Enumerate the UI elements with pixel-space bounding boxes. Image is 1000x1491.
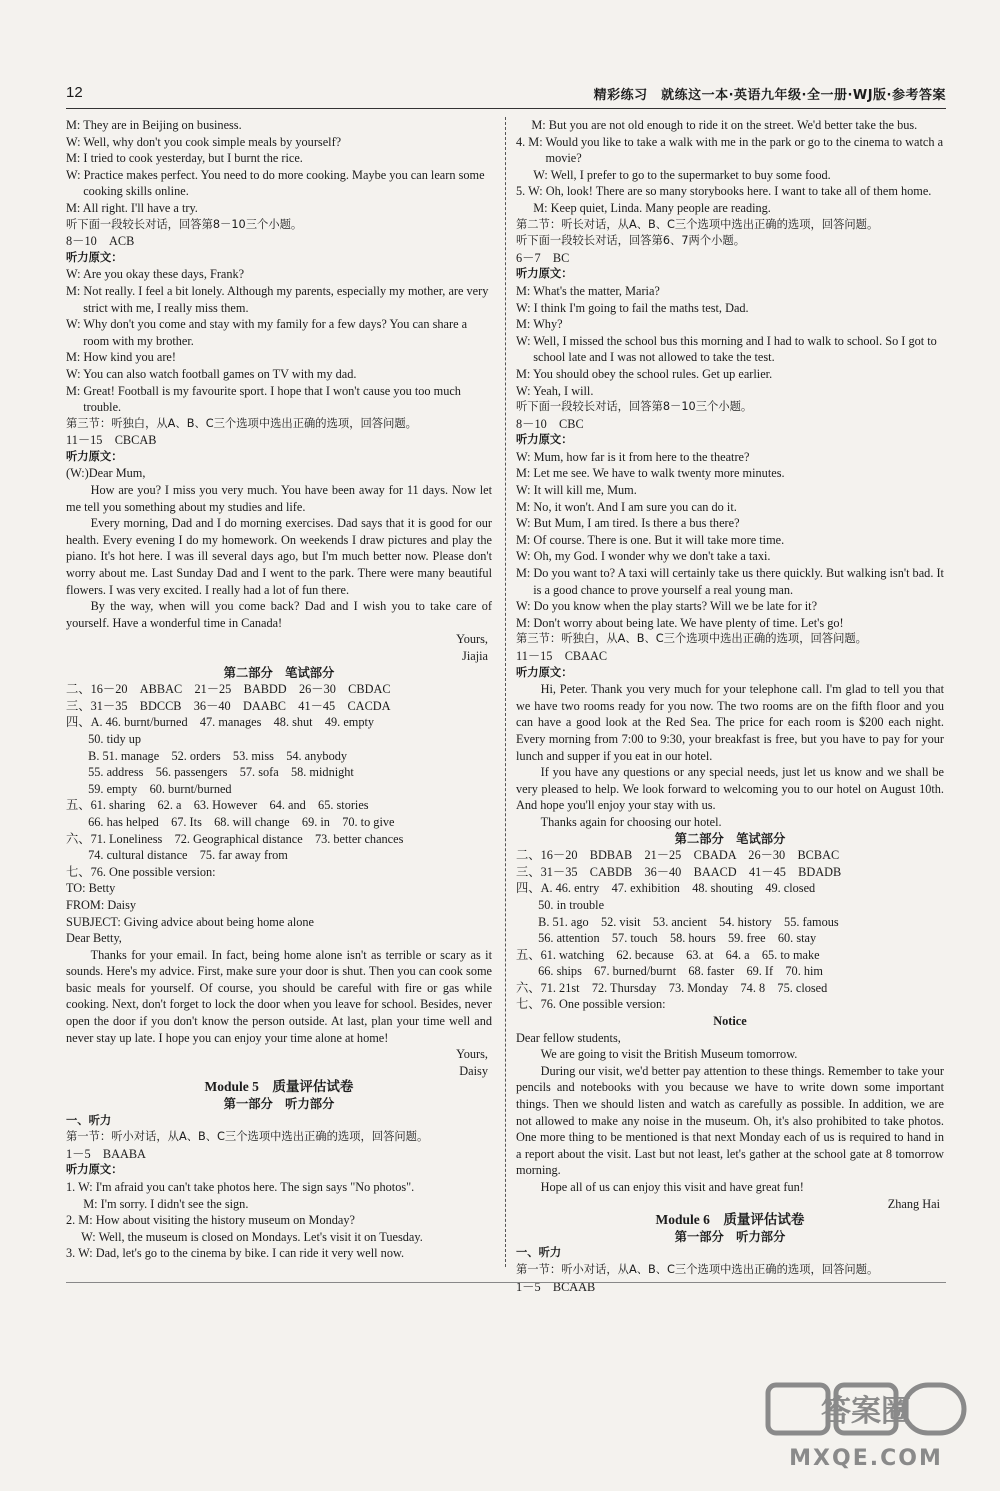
text-line: Every morning, Dad and I do morning exercises. Dad says that it is good for our health. Every evening I do my homework. On weekends I draw pictures and play the piano. It's hot here. I was ill several days ago, but I'm much better now. Please don't worry about me. Last Sunday Dad and I went to the park. There were many beautiful flowers. I was very excited. I really had a lot of fun there. bbox=[66, 516, 492, 597]
text-line: Hope all of us can enjoy this visit and have great fun! bbox=[540, 1180, 804, 1194]
page-number: 12 bbox=[66, 84, 83, 101]
text-line: B. 51. manage 52. orders 53. miss 54. anybody bbox=[88, 748, 348, 763]
column-divider bbox=[505, 117, 506, 1267]
text-line: M: Do you want to? A taxi will certainly take us there quickly. But walking isn't bad. It is a good chance to prove yourself a real young man. bbox=[516, 566, 944, 597]
text-line: SUBJECT: Giving advice about being home alone bbox=[66, 914, 315, 929]
text-line: M: Why? bbox=[516, 317, 563, 332]
section-heading: 第三节：听独白，从A、B、C三个选项中选出正确的选项，回答问题。 bbox=[516, 632, 867, 646]
text-line: Hi, Peter. Thank you very much for your telephone call. I'm glad to tell you that we have two rooms ready for you now. The two rooms are on the fifth floor and you can have a good look at the Red Sea. The price for each room is $200 each night. Every morning from 7:00 to 9:30, your breakfast is free, but you have to pay for your lunch and supper if you eat in our hotel. bbox=[516, 682, 944, 763]
section-heading: Module 5 质量评估试卷 bbox=[204, 1079, 354, 1095]
text-line: W: Mum, how far is it from here to the theatre? bbox=[516, 449, 750, 464]
text-line: 4. M: Would you like to take a walk with me in the park or go to the cinema to watch a movie? bbox=[516, 134, 944, 166]
text-line: M: You should obey the school rules. Get up earlier. bbox=[516, 366, 773, 381]
text-line: 1－5 BCAAB bbox=[516, 1279, 596, 1294]
text-line: If you have any questions or any special needs, just let us know and we shall be very pleased to help. We look forward to welcoming you to our hotel on August 10th. And hope you'll enjoy your stay with us. bbox=[516, 765, 944, 813]
section-heading: 听力原文： bbox=[516, 267, 573, 281]
section-heading: 一、听力 bbox=[66, 1113, 112, 1127]
text-line: W: Why don't you come and stay with my family for a few days? You can share a room with my brother. bbox=[66, 317, 468, 348]
text-line: M: No, it won't. And I am sure you can do it. bbox=[516, 499, 737, 514]
section-heading: 第三节：听独白，从A、B、C三个选项中选出正确的选项，回答问题。 bbox=[66, 416, 417, 430]
text-line: 66. has helped 67. Its 68. will change 69. in 70. to give bbox=[88, 814, 395, 829]
section-heading: 第二部分 笔试部分 bbox=[223, 665, 335, 680]
text-line: M: Keep quiet, Linda. Many people are reading. bbox=[533, 200, 771, 215]
section-heading: 一、听力 bbox=[516, 1246, 562, 1260]
text-line: M: I'm sorry. I didn't see the sign. bbox=[83, 1196, 249, 1211]
section-heading: 听下面一段较长对话，回答第8－10三个小题。 bbox=[66, 217, 303, 231]
text-line: 七、76. One possible version: bbox=[516, 997, 666, 1012]
text-line: M: All right. I'll have a try. bbox=[66, 200, 198, 215]
watermark-text: 答案圈 bbox=[821, 1394, 911, 1429]
text-line: Yours, bbox=[456, 632, 488, 647]
text-line: Jiajia bbox=[462, 649, 488, 663]
section-heading: 听力原文： bbox=[516, 665, 573, 679]
text-line: W: But Mum, I am tired. Is there a bus there? bbox=[516, 516, 740, 531]
section-heading: 听力原文： bbox=[66, 449, 123, 463]
text-line: W: Oh, my God. I wonder why we don't take a taxi. bbox=[516, 549, 771, 564]
section-heading: 第一部分 听力部分 bbox=[674, 1229, 786, 1244]
text-line: Dear Betty, bbox=[66, 931, 122, 946]
text-line: W: Yeah, I will. bbox=[516, 383, 594, 398]
text-line: M: Great! Football is my favourite sport. I hope that I won't cause you too much trouble. bbox=[66, 383, 461, 415]
text-line: M: But you are not old enough to ride it on the street. We'd better take the bus. bbox=[516, 118, 918, 132]
text-line: 11－15 CBCAB bbox=[66, 433, 157, 448]
bottom-rule bbox=[66, 1282, 946, 1283]
text-line: W: It will kill me, Mum. bbox=[516, 483, 637, 498]
text-line: M: Let me see. We have to walk twenty more minutes. bbox=[516, 466, 785, 481]
section-heading: 第一节：听小对话，从A、B、C三个选项中选出正确的选项，回答问题。 bbox=[516, 1262, 879, 1276]
text-line: M: Don't worry about being late. We have plenty of time. Let's go! bbox=[516, 615, 844, 630]
text-line: 59. empty 60. burnt/burned bbox=[88, 781, 232, 796]
text-line: 六、71. Loneliness 72. Geographical distance 73. better chances bbox=[66, 831, 404, 846]
text-line: 50. tidy up bbox=[88, 731, 142, 746]
left-column bbox=[66, 117, 492, 1262]
section-heading: 第一节：听小对话，从A、B、C三个选项中选出正确的选项，回答问题。 bbox=[66, 1130, 429, 1144]
watermark-site: MXQE.COM bbox=[789, 1446, 943, 1471]
section-heading: Notice bbox=[713, 1014, 747, 1029]
text-line: 6－7 BC bbox=[516, 250, 570, 265]
text-line: How are you? I miss you very much. You have been away for 11 days. Now let me tell you something about my studies and life. bbox=[66, 483, 492, 514]
text-line: W: You can also watch football games on TV with my dad. bbox=[66, 366, 357, 381]
text-line: Yours, bbox=[456, 1047, 488, 1062]
text-line: W: Do you know when the play starts? Will we be late for it? bbox=[516, 599, 818, 614]
text-line: M: How kind you are! bbox=[66, 350, 176, 365]
text-line: 8－10 ACB bbox=[66, 234, 135, 249]
text-line: FROM: Daisy bbox=[66, 897, 137, 912]
text-line: W: Well, the museum is closed on Mondays. Let's visit it on Tuesday. bbox=[66, 1229, 423, 1244]
text-line: 2. M: How about visiting the history museum on Monday? bbox=[66, 1213, 355, 1228]
text-line: By the way, when will you come back? Dad and I wish you to take care of yourself. Have a wonderful time in Canada! bbox=[66, 599, 492, 630]
section-heading: 听力原文： bbox=[66, 1163, 123, 1177]
section-heading: 听下面一段较长对话，回答第8－10三个小题。 bbox=[516, 400, 753, 414]
section-heading: 第二部分 笔试部分 bbox=[674, 831, 786, 846]
text-line: 8－10 CBC bbox=[516, 416, 584, 431]
text-line: 六、71. 21st 72. Thursday 73. Monday 74. 8 75. closed bbox=[516, 980, 828, 995]
text-line: 1－5 BAABA bbox=[66, 1146, 146, 1161]
section-heading: 第二节：听长对话，从A、B、C三个选项中选出正确的选项，回答问题。 bbox=[516, 217, 879, 231]
text-line: 三、31－35 BDCCB 36－40 DAABC 41－45 CACDA bbox=[66, 698, 391, 713]
text-line: 四、A. 46. entry 47. exhibition 48. shouting 49. closed bbox=[516, 881, 816, 896]
watermark-logo bbox=[762, 1377, 972, 1477]
section-heading: 听力原文： bbox=[516, 433, 573, 447]
text-line: 11－15 CBAAC bbox=[516, 649, 608, 663]
text-line: Thanks again for choosing our hotel. bbox=[540, 814, 722, 829]
text-line: 1. W: I'm afraid you can't take photos here. The sign says "No photos". bbox=[66, 1180, 415, 1194]
text-line: M: I tried to cook yesterday, but I burnt the rice. bbox=[66, 151, 303, 166]
text-line: 七、76. One possible version: bbox=[66, 864, 216, 879]
text-line: 五、61. sharing 62. a 63. However 64. and 65. stories bbox=[66, 798, 369, 813]
text-line: 5. W: Oh, look! There are so many storybooks here. I want to take all of them home. bbox=[516, 184, 932, 199]
text-line: W: Practice makes perfect. You need to do more cooking. Maybe you can learn some cooking skills online. bbox=[66, 167, 485, 199]
text-line: 50. in trouble bbox=[538, 897, 605, 912]
text-line: (W:)Dear Mum, bbox=[66, 466, 146, 481]
text-line: W: I think I'm going to fail the maths test, Dad. bbox=[516, 300, 749, 315]
text-line: B. 51. ago 52. visit 53. ancient 54. history 55. famous bbox=[538, 914, 839, 929]
text-line: M: Not really. I feel a bit lonely. Although my parents, especially my mother, are very strict with me, I really miss them. bbox=[66, 283, 489, 315]
text-line: 五、61. watching 62. because 63. at 64. a 65. to make bbox=[516, 947, 820, 962]
text-line: 55. address 56. passengers 57. sofa 58. midnight bbox=[88, 765, 354, 780]
text-line: 二、16－20 ABBAC 21－25 BABDD 26－30 CBDAC bbox=[66, 682, 391, 697]
section-heading: Module 6 质量评估试卷 bbox=[655, 1212, 805, 1228]
text-line: 二、16－20 BDBAB 21－25 CBADA 26－30 BCBAC bbox=[516, 848, 840, 863]
text-line: M: What's the matter, Maria? bbox=[516, 283, 660, 298]
text-line: TO: Betty bbox=[66, 881, 116, 896]
text-line: We are going to visit the British Museum tomorrow. bbox=[540, 1047, 798, 1062]
text-line: 56. attention 57. touch 58. hours 59. free 60. stay bbox=[538, 931, 817, 946]
text-line: 74. cultural distance 75. far away from bbox=[88, 848, 288, 863]
text-line: 66. ships 67. burned/burnt 68. faster 69. If 70. him bbox=[538, 964, 823, 979]
section-heading: 听下面一段较长对话，回答第6、7两个小题。 bbox=[516, 234, 746, 248]
section-heading: 听力原文： bbox=[66, 250, 123, 264]
text-line: Dear fellow students, bbox=[516, 1030, 621, 1045]
section-heading: 第一部分 听力部分 bbox=[223, 1097, 335, 1112]
text-line: M: Of course. There is one. But it will take more time. bbox=[516, 532, 785, 547]
text-line: Zhang Hai bbox=[887, 1196, 940, 1211]
text-line: 三、31－35 CABDB 36－40 BAACD 41－45 BDADB bbox=[516, 864, 842, 879]
text-line: W: Are you okay these days, Frank? bbox=[66, 267, 245, 282]
text-line: W: Well, I missed the school bus this morning and I had to walk to school. So I got to school late and I was not allowed to take the test. bbox=[516, 333, 937, 365]
text-line: During our visit, we'd better pay attention to these things. Remember to take your pencils and notebooks with you because we have to write down some important things. Then we should listen and watch as carefully as possible. In addition, we are not allowed to make any noise in the museum. Oh, it's also prohibited to take photos. One more thing to be mentioned is that next Monday each of us is required to hand in a report about the visit. Last but not least, let's gather at the school gate at 8 tomorrow morning. bbox=[516, 1063, 944, 1178]
text-line: W: Well, I prefer to go to the supermarket to buy some food. bbox=[533, 167, 831, 182]
text-line: W: Well, why don't you cook simple meals by yourself? bbox=[66, 134, 342, 149]
text-line: Thanks for your email. In fact, being home alone isn't as terrible or scary as it sounds. Here's my advice. First, make sure your door is shut. Then you can cook some basic meals for yourself. Of course, you should be careful with fire or gas while cooking. Next, don't forget to lock the door when you leave for school. Besides, never open the door if you don't know the person outside. At last, plan your time well and never stay up late. I hope you can enjoy your time alone at home! bbox=[66, 947, 492, 1045]
right-column bbox=[516, 117, 944, 1295]
text-line: 四、A. 46. burnt/burned 47. manages 48. shut 49. empty bbox=[66, 715, 375, 730]
text-line: M: They are in Beijing on business. bbox=[66, 118, 242, 132]
text-line: Daisy bbox=[459, 1063, 488, 1078]
text-line: 3. W: Dad, let's go to the cinema by bike. I can ride it very well now. bbox=[66, 1246, 405, 1261]
header-title: 精彩练习 就练这一本·英语九年级·全一册·WJ版·参考答案 bbox=[593, 88, 946, 103]
page-header bbox=[66, 80, 946, 109]
